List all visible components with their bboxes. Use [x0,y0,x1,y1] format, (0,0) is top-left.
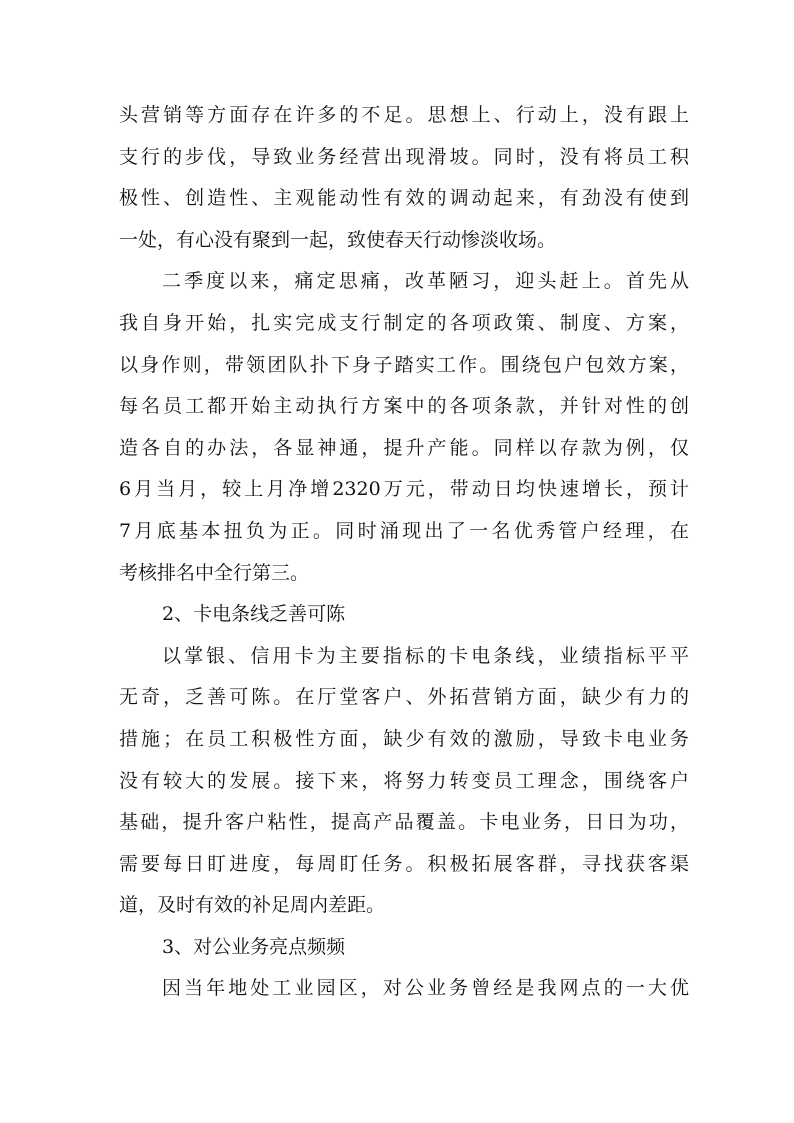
text-line: 造各自的办法，各显神通，提升产能。同样以存款为例，仅 [119,436,689,459]
text-line: 无奇，乏善可陈。在厅堂客户、外拓营销方面，缺少有力的 [119,686,689,709]
paragraph-first-line: 以掌银、信用卡为主要指标的卡电条线，业绩指标平平 [162,644,689,667]
text-line: 基础，提升客户粘性，提高产品覆盖。卡电业务，日日为功， [119,811,689,834]
text-line: 支行的步伐，导致业务经营出现滑坡。同时，没有将员工积 [119,145,689,168]
section-heading: 2、卡电条线乏善可陈 [162,603,346,626]
text-line: 每名员工都开始主动执行方案中的各项条款，并针对性的创 [119,395,689,418]
text-line: 措施；在员工积极性方面，缺少有效的激励，导致卡电业务 [119,727,689,750]
text-line: 道，及时有效的补足周内差距。 [119,894,386,917]
text-line: 我自身开始，扎实完成支行制定的各项政策、制度、方案， [119,311,689,334]
text-line: 考核排名中全行第三。 [119,561,310,584]
text-line: 6月当月，较上月净增2320万元，带动日均快速增长，预计 [119,478,689,501]
paragraph-first-line: 二季度以来，痛定思痛，改革陋习，迎头赶上。首先从 [162,270,689,293]
text-line: 一处，有心没有聚到一起，致使春天行动惨淡收场。 [119,228,557,251]
text-line: 极性、创造性、主观能动性有效的调动起来，有劲没有使到 [119,187,689,210]
body-text [119,95,689,1010]
paragraph-first-line: 因当年地处工业园区，对公业务曾经是我网点的一大优 [162,977,689,1000]
text-line: 以身作则，带领团队扑下身子踏实工作。围绕包户包效方案， [119,353,689,376]
text-line: 没有较大的发展。接下来，将努力转变员工理念，围绕客户 [119,769,689,792]
text-line: 7月底基本扭负为正。同时涌现出了一名优秀管户经理，在 [119,519,689,542]
section-heading: 3、对公业务亮点频频 [162,935,346,958]
text-line: 头营销等方面存在许多的不足。思想上、行动上，没有跟上 [119,104,689,126]
text-line: 需要每日盯进度，每周盯任务。积极拓展客群，寻找获客渠 [119,852,689,875]
